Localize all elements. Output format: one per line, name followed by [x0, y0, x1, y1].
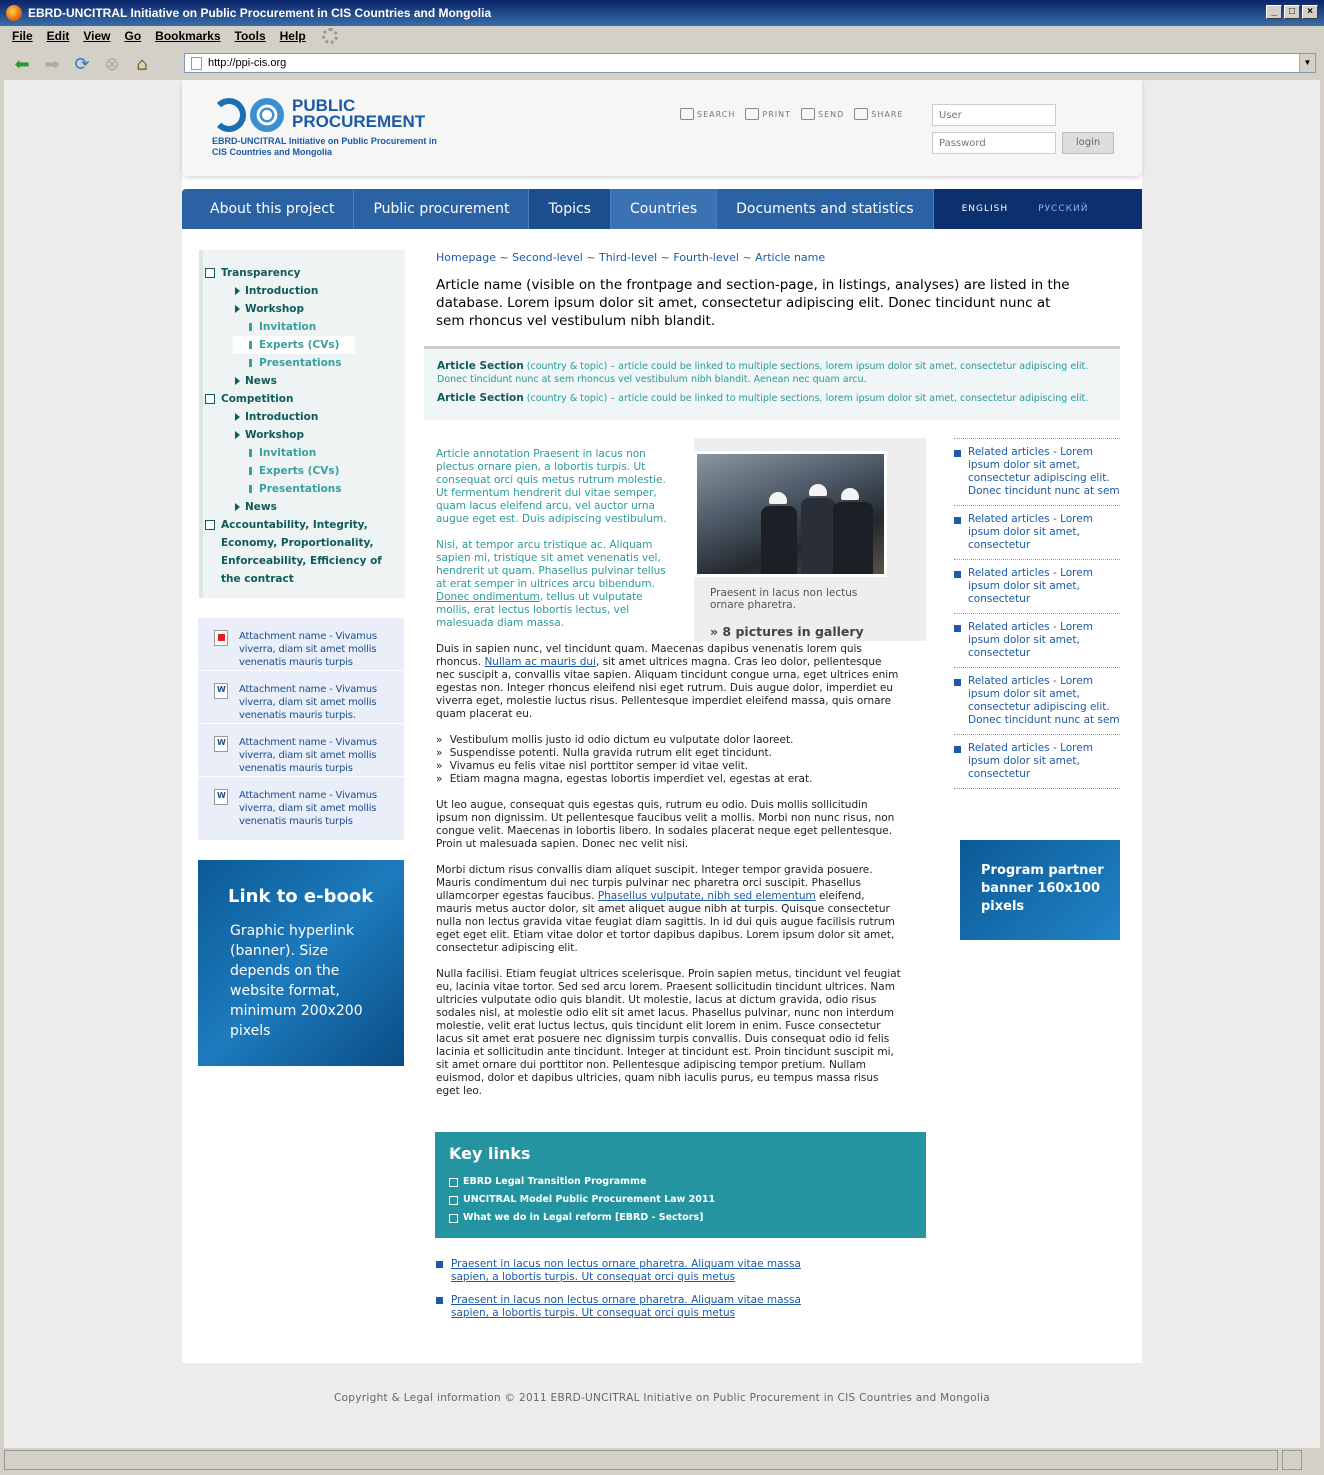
minimize-button[interactable]: _ [1266, 5, 1282, 19]
tree-experts[interactable]: Experts (CVs) [233, 336, 355, 354]
tree-presentations[interactable]: Presentations [203, 354, 405, 372]
related-article[interactable]: Related articles - Lorem ipsum dolor sit amet, consectetur adipiscing elit. Donec tincidunt nunc at sem [954, 667, 1120, 734]
menu-bar [0, 26, 1324, 46]
key-links-box [435, 1132, 926, 1238]
ebook-title: Link to e-book [228, 886, 374, 907]
share-label: SHARE [871, 109, 904, 119]
photo-gallery [694, 438, 926, 641]
attachment-item[interactable] [198, 777, 404, 830]
send-tool[interactable] [801, 108, 844, 120]
related-articles [954, 438, 1120, 789]
list-item: » Suspendisse potenti. Nulla gravida rutrum elit eget tincidunt. [436, 747, 902, 760]
site-logo[interactable] [212, 98, 452, 168]
window-title: EBRD-UNCITRAL Initiative on Public Procurement in CIS Countries and Mongolia [28, 6, 492, 20]
key-links-title: Key links [449, 1144, 531, 1163]
menu-go[interactable]: Go [124, 29, 142, 43]
key-link[interactable]: UNCITRAL Model Public Procurement Law 2011 [449, 1191, 926, 1209]
print-icon [745, 108, 759, 120]
menu-edit[interactable]: Edit [46, 29, 70, 43]
paragraph-text: eleifend, mauris metus auctor dolor, sit amet aliquet augue nibh at turpis. Quisque consectetur nulla non lectus gravida vitae feugiat diam sagittis. In id dui quis augue facilisis rutrum eget eget elit. Etiam vitae dolor et tortor dapibus dapibus. Lorem ipsum dolor sit amet, consectetur adipiscing elit. [436, 890, 895, 954]
attachment-item[interactable] [198, 618, 404, 671]
language-switcher [934, 189, 1142, 229]
password-input[interactable] [932, 132, 1056, 154]
logo-line2: PROCUREMENT [292, 112, 426, 131]
attachment-text: Attachment name - Vivamus viverra, diam sit amet mollis venenatis mauris turpis [239, 631, 377, 668]
list-item: » Vestibulum mollis justo id odio dictum eu vulputate dolor laoreet. [436, 734, 902, 747]
nav-documents[interactable]: Documents and statistics [717, 189, 933, 229]
reload-icon[interactable]: ⟳ [74, 53, 90, 75]
ebook-banner[interactable] [198, 860, 404, 1066]
stop-icon[interactable]: ⊗ [104, 53, 120, 75]
list-item: » Etiam magna magna, egestas lobortis imperdiet vel, egestas at erat. [436, 773, 902, 786]
tree-transparency[interactable]: Transparency [203, 264, 405, 282]
search-icon [680, 108, 694, 120]
search-tool[interactable] [680, 108, 735, 120]
paragraph: Nulla facilisi. Etiam feugiat ultrices scelerisque. Proin sapien metus, tincidunt vel feugiat eu, lacinia vitae tortor. Sed sed arcu lorem. Praesent sollicitudin tincidunt ultrices. Nam ultricies vulputate odio quis blandit. Ut molestie, lacus at dictum gravida, odio risus sodales nisl, at molestie odio elit sit amet lacus. Phasellus pulvinar, nunc non interdum molestie, velit erat luctus lectus, quis tincidunt elit lorem in enim. Fusce consectetur lacus sit amet erat posuere nec dignissim turpis convallis. Duis consequat odio id felis lacinia et sollicitudin ante tincidunt. Integer at tincidunt est. Proin tincidunt suscipit mi, sit amet ornare dui porttitor non. Pellentesque adipiscing tempor pretium. Nullam euismod, dolor et dapibus ultricies, quam nibh iaculis purus, eu tempus massa risus eget leo. [436, 968, 901, 1097]
section-label[interactable]: Article Section [437, 392, 524, 404]
section-text: (country & topic) – article could be linked to multiple sections, lorem ipsum dolor sit amet, consectetur adipiscing elit. Donec tincidunt nunc at sem rhoncus vel vestibulum nibh blandit. Aenean nec quam arcu. [437, 361, 1089, 385]
print-label: PRINT [762, 109, 791, 119]
bottom-links [436, 1258, 916, 1330]
doc-icon [214, 789, 228, 805]
paragraph [436, 864, 902, 955]
tree-workshop-2[interactable]: Workshop [203, 426, 405, 444]
ebook-body: Graphic hyperlink (banner). Size depends on the website format, minimum 200x200 pixels [230, 923, 363, 1039]
doc-icon [214, 683, 228, 699]
search-label: SEARCH [697, 109, 736, 119]
paragraph-text: , sit amet ultrices magna. Cras leo dolor, pellentesque nec suscipit a, convallis vitae sapien. Aliquam tincidunt congue urna, eget ultrices enim egestas non. Integer rhoncus eleifend nisi eget rutrum. Duis augue dolor, imperdiet eu viverra eget, molestie luctus risus. Pellentesque imperdiet eleifend massa, quis ornare quam placerat eu. [436, 656, 899, 720]
paragraph-text: Morbi dictum risus convallis diam aliquet suscipit. Integer tempor gravida posuere. Mauris condimentum dui nec turpis pulvinar nec pharetra orci suscipit. Phasellus ullamcorper egestas faucibus. [436, 864, 873, 902]
breadcrumb[interactable]: Homepage ~ Second-level ~ Third-level ~ Fourth-level ~ Article name [436, 251, 826, 264]
maximize-button[interactable]: □ [1284, 5, 1300, 19]
browser-viewport [4, 80, 1320, 1448]
menu-tools[interactable]: Tools [234, 29, 266, 43]
person-shape [761, 506, 797, 577]
annot-text-2: , tellus ut vulputate mollis, erat lectus lobortis lectus, vel malesuada diam massa. [436, 591, 643, 629]
page-container [182, 80, 1142, 1363]
bottom-link[interactable]: Praesent in lacus non lectus ornare pharetra. Aliquam vitae massa sapien, a lobortis turpis. Ut consequat orci quis metus [436, 1294, 816, 1320]
nav-about[interactable]: About this project [182, 189, 354, 229]
key-link[interactable]: EBRD Legal Transition Programme [449, 1173, 926, 1191]
nav-topics[interactable]: Topics [529, 189, 611, 229]
menu-file[interactable]: File [12, 29, 33, 43]
annot-link[interactable]: Donec ondimentum [436, 591, 540, 603]
tree-invitation-2[interactable]: Invitation [203, 444, 405, 462]
site-header [182, 80, 1142, 176]
gallery-photo[interactable] [694, 451, 887, 577]
person-shape [833, 502, 873, 577]
helmet-shape [841, 488, 859, 500]
list-item: » Vivamus eu felis vitae nisl porttitor semper id vitae velit. [436, 760, 902, 773]
lang-english[interactable]: ENGLISH [961, 204, 1009, 214]
helmet-shape [769, 492, 787, 504]
ebrd-logo-icon [212, 98, 246, 132]
address-bar[interactable] [184, 53, 1316, 73]
inline-link[interactable]: Phasellus vulputate, nibh sed elementum [597, 890, 816, 902]
print-tool[interactable] [745, 108, 791, 120]
share-tool[interactable] [854, 108, 903, 120]
tree-presentations-2[interactable]: Presentations [203, 480, 405, 498]
page-footer: Copyright & Legal information © 2011 EBRD-UNCITRAL Initiative on Public Procurement in CIS Countries and Mongolia [333, 1392, 991, 1404]
related-article[interactable]: Related articles - Lorem ipsum dolor sit amet, consectetur adipiscing elit. Donec tincidunt nunc at sem [954, 438, 1120, 505]
tree-experts-2[interactable]: Experts (CVs) [203, 462, 405, 480]
address-dropdown-icon[interactable]: ▼ [1299, 54, 1315, 72]
article-sections [424, 346, 1120, 420]
share-icon [854, 108, 868, 120]
page-icon [191, 57, 202, 70]
forward-arrow-icon[interactable]: ➡ [44, 53, 60, 75]
home-icon[interactable]: ⌂ [136, 53, 148, 75]
attachment-item[interactable] [198, 671, 404, 724]
paragraph: Ut leo augue, consequat quis egestas quis, rutrum eu odio. Duis mollis sollicitudin ipsum non dignissim. Ut pellentesque faucibus velit a mollis. Morbi non nunc risus, non congue velit. Maecenas in lobortis libero. In sodales placerat neque eget pellentesque. Proin ut malesuada sapien. Donec nec velit nisi. [436, 799, 895, 850]
inline-link[interactable]: Nullam ac mauris dui [484, 656, 596, 668]
attachment-text: Attachment name - Vivamus viverra, diam sit amet mollis venenatis mauris turpis [239, 737, 377, 774]
related-article[interactable]: Related articles - Lorem ipsum dolor sit amet, consectetur [954, 734, 1120, 789]
helmet-shape [809, 484, 827, 496]
logo-line1: PUBLIC [292, 96, 356, 115]
menu-bookmarks[interactable]: Bookmarks [155, 29, 221, 43]
bottom-link[interactable]: Praesent in lacus non lectus ornare pharetra. Aliquam vitae massa sapien, a lobortis turpis. Ut consequat orci quis metus [436, 1258, 816, 1284]
partner-banner[interactable]: Program partner banner 160x100 pixels [960, 840, 1120, 940]
annot-text: Nisi, at tempor arcu tristique ac. Aliquam sapien mi, tristique sit amet venenatis vel, hendrerit ut quam. Phasellus pulvinar tellus at erat semper in ultrices arcu bibendum. [436, 539, 666, 590]
related-article[interactable]: Related articles - Lorem ipsum dolor sit amet, consectetur [954, 505, 1120, 559]
related-article[interactable]: Related articles - Lorem ipsum dolor sit amet, consectetur [954, 559, 1120, 613]
back-arrow-icon[interactable]: ⬅ [14, 53, 30, 75]
status-bar [4, 1450, 1278, 1470]
status-resize-box [1282, 1450, 1302, 1470]
firefox-icon [6, 5, 22, 21]
user-input[interactable] [932, 104, 1056, 126]
tree-news[interactable]: News [203, 372, 405, 390]
gallery-caption: Praesent in lacus non lectus ornare pharetra. [710, 587, 858, 611]
close-button[interactable]: × [1302, 5, 1318, 19]
related-article[interactable]: Related articles - Lorem ipsum dolor sit amet, consectetur [954, 613, 1120, 667]
article-title: Article name (visible on the frontpage and section-page, in listings, analyses) are listed in the database. Lorem ipsum dolor sit amet, consectetur adipiscing elit. Donec tincidunt nunc at sem rhoncus vel vestibulum nibh blandit. [436, 277, 1070, 329]
nav-countries[interactable]: Countries [611, 189, 717, 229]
section-text: (country & topic) – article could be linked to multiple sections, lorem ipsum dolor sit amet, consectetur adipiscing elit. [523, 393, 1089, 404]
logo-subtitle: EBRD-UNCITRAL Initiative on Public Procurement in CIS Countries and Mongolia [212, 136, 437, 157]
login-button[interactable]: login [1062, 132, 1114, 154]
key-link[interactable]: What we do in Legal reform [EBRD - Sectors] [449, 1209, 926, 1227]
tree-workshop[interactable]: Workshop [203, 300, 405, 318]
lang-russian[interactable]: РУССКИЙ [1038, 204, 1089, 214]
tree-accountability[interactable]: Accountability, Integrity, Economy, Proportionality, Enforceability, Efficiency of the contract [203, 516, 383, 588]
throbber-icon [322, 28, 338, 44]
paragraph-text: Duis in sapien nunc, vel tincidunt quam. Maecenas dapibus venenatis lorem quis rhoncus. [436, 643, 862, 668]
paragraph [436, 643, 902, 721]
address-text[interactable]: http://ppi-cis.org [208, 57, 287, 69]
attachment-text: Attachment name - Vivamus viverra, diam sit amet mollis venenatis mauris turpis [239, 790, 377, 827]
tree-news-2[interactable]: News [203, 498, 405, 516]
doc-icon [214, 736, 228, 752]
article-annotation-2 [436, 539, 672, 630]
section-tree [199, 250, 405, 598]
tree-introduction-2[interactable]: Introduction [203, 408, 405, 426]
pdf-icon [214, 630, 228, 646]
un-logo-icon [250, 98, 284, 132]
person-shape [801, 498, 835, 577]
main-nav [182, 189, 1142, 229]
gallery-more-link[interactable]: » 8 pictures in gallery [710, 624, 864, 639]
menu-view[interactable]: View [83, 29, 111, 43]
article-annotation: Article annotation Praesent in lacus non plectus ornare pien, a lobortis turpis. Ut consequat orci quis metus rutrum molestie. Ut fermentum hendrerit dui vitae semper, quam lacus eleifend arcu, vel auctor urna augue eget est. Duis adipiscing vestibulum. [436, 448, 667, 525]
tree-introduction[interactable]: Introduction [203, 282, 405, 300]
send-label: SEND [818, 109, 845, 119]
tree-invitation[interactable]: Invitation [203, 318, 405, 336]
mail-icon [801, 108, 815, 120]
menu-help[interactable]: Help [279, 29, 306, 43]
section-label[interactable]: Article Section [437, 360, 524, 372]
nav-public-procurement[interactable]: Public procurement [354, 189, 529, 229]
attachment-item[interactable] [198, 724, 404, 777]
attachment-text: Attachment name - Vivamus viverra, diam sit amet mollis venenatis mauris turpis. [239, 684, 377, 721]
attachments-box [198, 618, 404, 840]
window-titlebar [0, 0, 1324, 26]
tree-competition[interactable]: Competition [203, 390, 405, 408]
page-tools [680, 108, 903, 120]
bullet-list [436, 734, 902, 786]
